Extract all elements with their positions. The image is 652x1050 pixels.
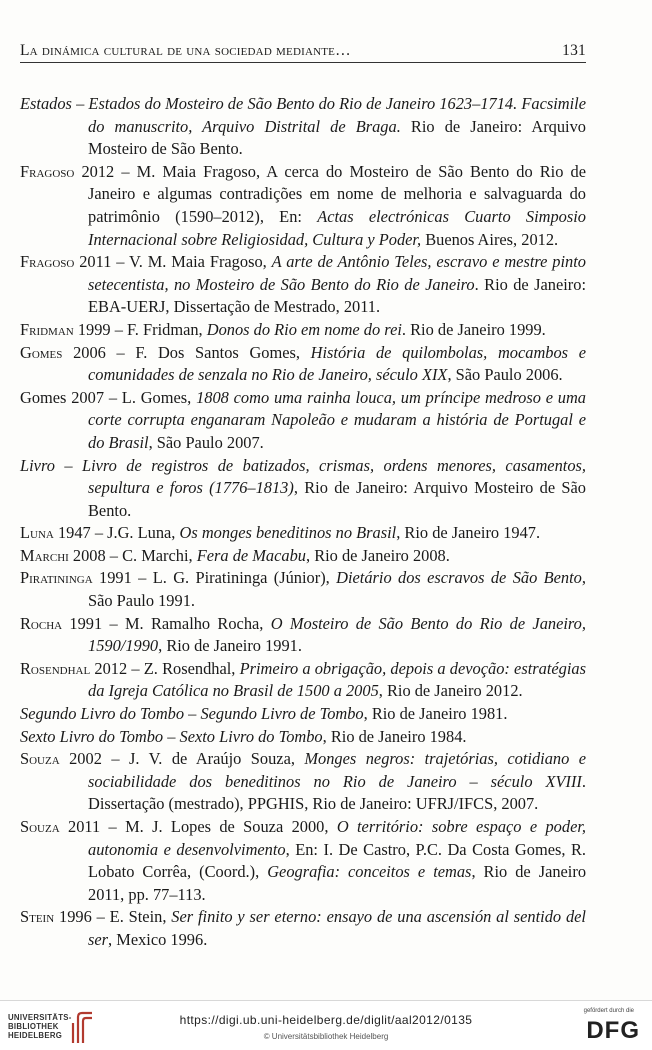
reference-text: 2012 – Z. Rosendhal, [90, 658, 240, 678]
reference-title: Livro – Livro de registros de batizados, crismas, ordens menores, casamentos, sepultura e foros (1776–1813) [20, 455, 586, 498]
reference-title: Geografia: conceitos e temas [267, 862, 472, 882]
reference-entry [20, 251, 586, 319]
reference-title: O território: sobre espaço e poder, autonomia e desenvolvimento [88, 817, 586, 859]
reference-text: Buenos Aires, 2012. [421, 229, 559, 249]
reference-author: Fridman [20, 319, 74, 339]
reference-text: , São Paulo 1991. [88, 568, 586, 611]
reference-text: 2008 – C. Marchi, [68, 545, 197, 565]
running-title: La dinámica cultural de una sociedad mediante… [20, 42, 351, 59]
reference-author: Piratininga [20, 568, 93, 588]
reference-title: Monges negros: trajetórias, cotidiano e sociabilidade dos beneditinos no Rio de Janeiro – século XVIII [88, 749, 586, 791]
reference-entry [20, 319, 586, 342]
reference-text: , Rio de Janeiro 1947. [396, 523, 541, 543]
reference-entry [20, 522, 586, 545]
reference-author: Rocha [20, 613, 63, 633]
reference-text: , Rio de Janeiro 2008. [306, 545, 450, 565]
reference-title: Fera de Macabu [196, 545, 306, 565]
reference-text: Gomes 2007 – L. Gomes, [20, 387, 197, 407]
reference-entry [20, 342, 586, 387]
reference-text: , Rio de Janeiro 2012. [378, 681, 523, 701]
reference-text: 2011 – M. J. Lopes de Souza 2000, [59, 817, 337, 836]
digitization-footer [0, 1000, 652, 1050]
reference-title: Estados – Estados do Mosteiro de São Bento do Rio de Janeiro 1623–1714. Facsimile do manuscrito, Arquivo Distrital de Braga. [20, 94, 586, 136]
reference-text: , En: I. De Castro, P.C. Da Costa Gomes, R. Lobato Corrêa, (Coord.), [88, 839, 586, 882]
reference-author: Gomes [20, 342, 63, 362]
reference-entry [20, 703, 586, 726]
bibliography-list [20, 93, 586, 952]
reference-author: Marchi [20, 545, 69, 565]
reference-author: Rosendhal [20, 658, 91, 678]
reference-text: 2012 – M. Maia Fragoso, A cerca do Mosteiro de São Bento do Rio de Janeiro e algumas contradições em nome de melhoria e salvaguarda do patrimônio (1590–2012), En: [74, 161, 586, 226]
reference-title: Donos do Rio em nome do rei [206, 319, 402, 339]
reference-title: Os monges beneditinos no Brasil [179, 523, 397, 543]
reference-text: 1991 – M. Ramalho Rocha, [62, 613, 271, 633]
reference-text: 1991 – L. G. Piratininga (Júnior), [92, 568, 337, 588]
reference-title: História de quilombolas, mocambos e comunidades de senzala no Rio de Janeiro, século XIX [88, 342, 586, 385]
reference-entry [20, 387, 586, 455]
reference-title: Primeiro a obrigação, depois a devoção: estratégias da Igreja Católica no Brasil de 1500 a 2005 [88, 658, 586, 701]
reference-title: Actas electrónicas Cuarto Simposio Internacional sobre Religiosidad, Cultura y Poder, [88, 206, 586, 249]
copyright-notice: © Universitätsbibliothek Heidelberg [263, 1032, 389, 1041]
reference-text: , Rio de Janeiro 1984. [322, 726, 467, 746]
reference-entry [20, 455, 586, 523]
reference-text: 1999 – F. Fridman, [73, 319, 207, 339]
page-number: 131 [562, 42, 586, 59]
reference-text: , Rio de Janeiro 1991. [158, 636, 302, 656]
reference-author: Luna [20, 523, 54, 543]
reference-text: , São Paulo 2007. [148, 432, 264, 452]
permalink-url[interactable]: https://digi.ub.uni-heidelberg.de/diglit/aal2012/0135 [179, 1013, 473, 1027]
reference-author: Souza [20, 817, 60, 836]
reference-entry [20, 658, 586, 703]
dfg-logo: DFG [586, 1017, 640, 1044]
reference-entry [20, 816, 586, 906]
reference-text: 1947 – J.G. Luna, [53, 523, 180, 543]
reference-entry [20, 567, 586, 612]
reference-text: , Rio de Janeiro: Arquivo Mosteiro de São Bento. [88, 478, 586, 520]
reference-author: Souza [20, 749, 60, 769]
library-name: UNIVERSITÄTS- BIBLIOTHEK HEIDELBERG [8, 1013, 72, 1040]
reference-text: . Rio de Janeiro 1999. [401, 319, 546, 339]
reference-entry [20, 726, 586, 749]
running-header [20, 40, 586, 63]
reference-title: O Mosteiro de São Bento do Rio de Janeiro, 1590/1990 [88, 613, 586, 656]
reference-title: Sexto Livro do Tombo – Sexto Livro do Tombo [20, 726, 323, 746]
reference-title: Segundo Livro do Tombo – Segundo Livro de Tombo [20, 704, 364, 724]
reference-text: Rio de Janeiro: Arquivo Mosteiro de São Bento. [88, 116, 586, 159]
reference-title: A arte de Antônio Teles, escravo e mestre pinto setecentista, no Mosteiro de São Bento do Rio de Janeiro [88, 252, 586, 294]
reference-text: . Dissertação (mestrado), PPGHIS, Rio de Janeiro: UFRJ/IFCS, 2007. [88, 771, 586, 814]
reference-entry [20, 93, 586, 161]
reference-text: , Rio de Janeiro 2011, pp. 77–113. [88, 862, 587, 904]
reference-entry [20, 545, 586, 568]
reference-entry [20, 748, 586, 816]
reference-text: , Rio de Janeiro 1981. [363, 704, 508, 724]
reference-author: Fragoso [20, 161, 75, 181]
reference-text: , Mexico 1996. [108, 929, 208, 949]
reference-entry [20, 161, 586, 251]
funding-label: gefördert durch die [583, 1008, 634, 1014]
reference-title: 1808 como uma rainha louca, um príncipe medroso e uma corte corrupta enganaram Napoleão e mudaram a história de Portugal e do Brasil [88, 387, 586, 452]
reference-text: , São Paulo 2006. [447, 365, 563, 385]
reference-text: 2011 – V. M. Maia Fragoso, [74, 252, 272, 272]
reference-author: Stein [20, 907, 55, 927]
reference-text: 2002 – J. V. de Araújo Souza, [59, 749, 305, 769]
reference-text: . Rio de Janeiro: EBA-UERJ, Dissertação de Mestrado, 2011. [88, 274, 586, 317]
reference-title: Dietário dos escravos de São Bento [336, 568, 582, 588]
reference-author: Fragoso [20, 252, 75, 272]
reference-title: Ser finito y ser eterno: ensayo de una ascensión al sentido del ser [88, 907, 586, 949]
reference-text: 1996 – E. Stein, [54, 907, 172, 927]
reference-entry [20, 906, 586, 951]
reference-entry [20, 613, 586, 658]
reference-text: 2006 – F. Dos Santos Gomes, [62, 342, 311, 362]
